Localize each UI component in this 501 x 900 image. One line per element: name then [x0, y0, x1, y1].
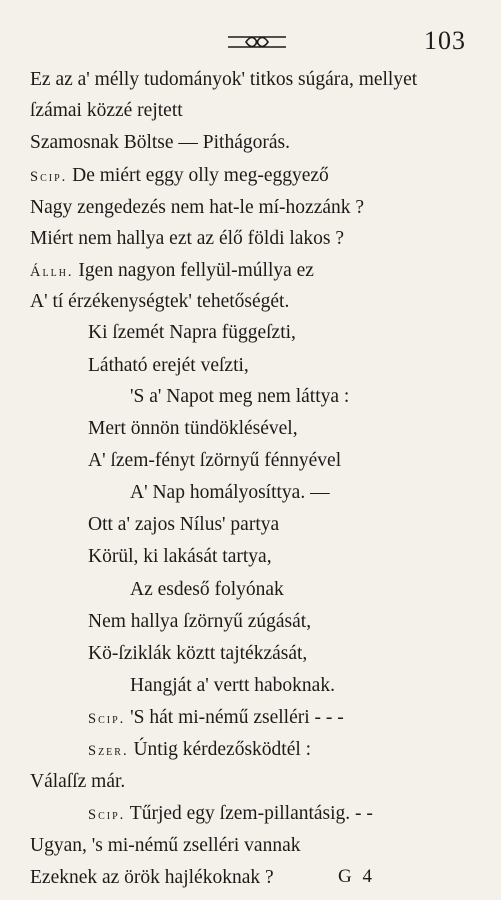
line-text: De miért eggy olly meg-eggyező: [72, 165, 329, 186]
verse-line: Kö-ſziklák köztt tajtékzását,: [88, 643, 308, 664]
verse-line: Nem hallya ſzörnyű zúgását,: [88, 611, 312, 632]
text-line: Szamosnak Böltse — Pithágorás.: [30, 132, 290, 153]
speaker-name: Szer.: [88, 743, 129, 759]
signature-mark: G 4: [338, 866, 375, 887]
verse-line: Az esdeső folyónak: [130, 579, 284, 600]
line-text: Tűrjed egy ſzem-pillantásig. - -: [129, 803, 373, 824]
text-line: Nagy zengedezés nem hat-le mí-hozzánk ?: [30, 197, 365, 218]
text-line: Ez az a' mélly tudományok' titkos súgára, mellyet: [30, 69, 418, 90]
dialogue-line: [88, 738, 311, 763]
text-line: A' tí érzékenységtek' tehetőségét.: [30, 291, 290, 312]
dialogue-line: [30, 164, 329, 189]
line-text: Úntig kérdezősködtél :: [133, 739, 312, 760]
verse-line: Körül, ki lakását tartya,: [88, 546, 272, 567]
text-line: Ezeknek az örök hajlékoknak ?: [30, 867, 274, 888]
speaker-name: Scip.: [88, 711, 126, 727]
dialogue-line: [88, 706, 344, 731]
page-number: 103: [424, 26, 466, 55]
speaker-name: Állh.: [30, 264, 74, 280]
verse-line: Ott a' zajos Nílus' partya: [88, 514, 280, 535]
verse-line: Ki ſzemét Napra függeſzti,: [88, 322, 296, 343]
verse-line: 'S a' Napot meg nem láttya :: [130, 386, 350, 407]
text-line: Ugyan, 's mi-némű zselléri vannak: [30, 835, 301, 856]
dialogue-line: [30, 259, 314, 284]
text-line: Miért nem hallya ezt az élő földi lakos ?: [30, 228, 345, 249]
line-text: 'S hát mi-némű zselléri - - -: [130, 707, 344, 728]
speaker-name: Scip.: [88, 807, 126, 823]
verse-line: Mert önnön tündöklésével,: [88, 418, 298, 439]
verse-line: A' ſzem-fényt ſzörnyű fénnyével: [88, 450, 342, 471]
verse-line: Látható erejét veſzti,: [88, 355, 249, 376]
verse-line: A' Nap homályosíttya. —: [130, 482, 330, 503]
speaker-name: Scip.: [30, 169, 68, 185]
text-line: Válaſſz már.: [30, 771, 126, 792]
dialogue-line: [88, 802, 373, 827]
ornament-icon: [228, 34, 286, 50]
text-line: ſzámai közzé rejtett: [30, 100, 183, 121]
line-text: Igen nagyon fellyül-múllya ez: [78, 260, 314, 281]
verse-line: Hangját a' vertt haboknak.: [130, 675, 335, 696]
